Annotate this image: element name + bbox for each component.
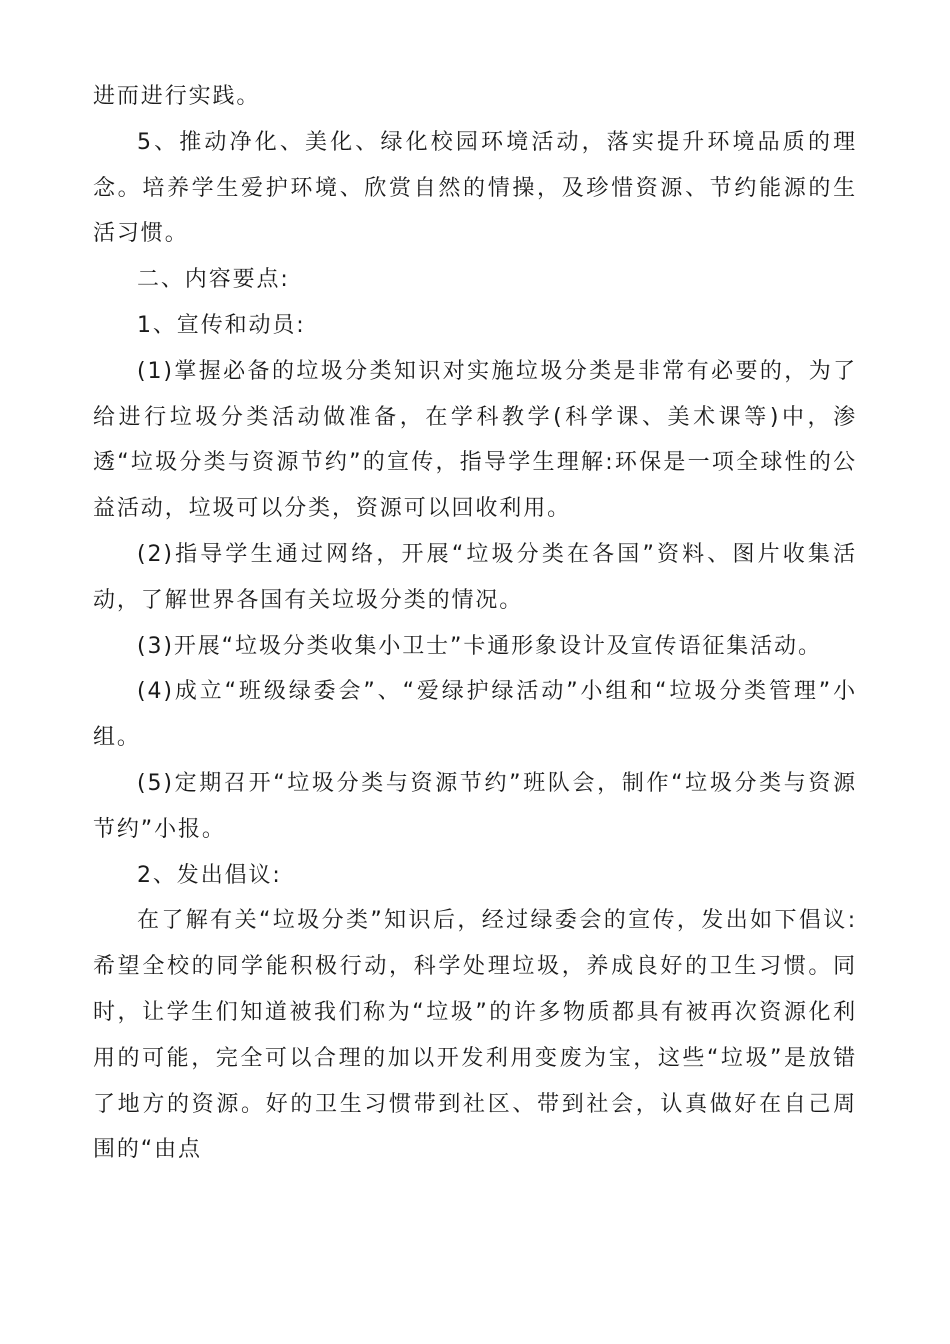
paragraph-initiative-body: 在了解有关“垃圾分类”知识后，经过绿委会的宣传，发出如下倡议:希望全校的同学能积极行动，科学处理垃圾，养成良好的卫生习惯。同时，让学生们知道被我们称为“垃圾”的许多物质都具有被再次资源化利用的可能，完全可以合理的加以开发利用变废为宝，这些“垃圾”是放错了地方的资源。好的卫生习惯带到社区、带到社会，认真做好在自己周围的“由点 — [93, 908, 857, 1163]
paragraph-continuation: 进而进行实践。 — [93, 84, 261, 109]
document-body — [93, 74, 857, 1173]
subheading-publicity-mobilization: 1、宣传和动员: — [137, 312, 306, 338]
subheading-initiative: 2、发出倡议: — [137, 862, 282, 888]
paragraph-sub-item-2: (2)指导学生通过网络，开展“垃圾分类在各国”资料、图片收集活动，了解世界各国有关垃圾分类的情况。 — [93, 541, 857, 613]
paragraph-sub-item-4: (4)成立“班级绿委会”、“爱绿护绿活动”小组和“垃圾分类管理”小组。 — [93, 679, 857, 751]
paragraph-sub-item-5: (5)定期召开“垃圾分类与资源节约”班队会，制作“垃圾分类与资源节约”小报。 — [93, 770, 857, 842]
paragraph-item-5: 5、推动净化、美化、绿化校园环境活动，落实提升环境品质的理念。培养学生爱护环境、欣赏自然的情操，及珍惜资源、节约能源的生活习惯。 — [93, 129, 857, 247]
paragraph-sub-item-1: (1)掌握必备的垃圾分类知识对实施垃圾分类是非常有必要的，为了给进行垃圾分类活动做准备，在学科教学(科学课、美术课等)中，渗透“垃圾分类与资源节约”的宣传，指导学生理解:环保是一项全球性的公益活动，垃圾可以分类，资源可以回收利用。 — [93, 358, 857, 522]
section-heading-content-points: 二、内容要点: — [137, 267, 290, 293]
paragraph-sub-item-3: (3)开展“垃圾分类收集小卫士”卡通形象设计及宣传语征集活动。 — [137, 633, 822, 659]
